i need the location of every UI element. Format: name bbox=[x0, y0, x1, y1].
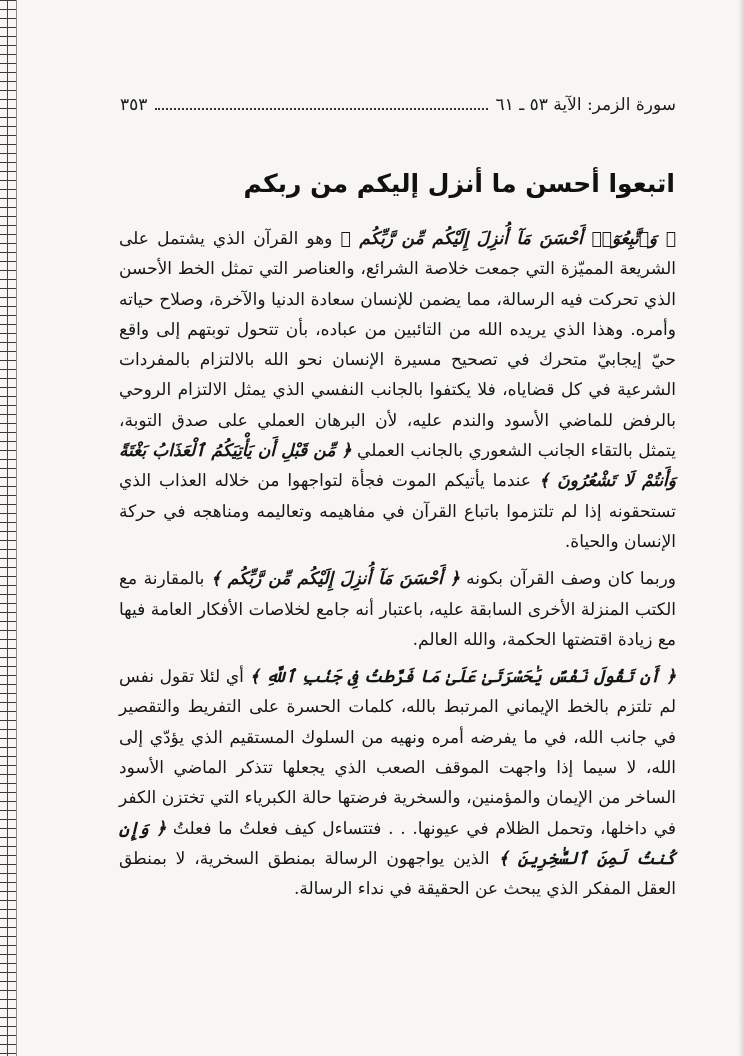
quran-quote: ﴿ وَإِن كُنتُ لَمِنَ ٱلسَّٰخِرِينَ ﴾ bbox=[119, 818, 677, 869]
paragraph-text: عندما يأتيكم الموت فجأة لتواجهوا من خلاله العذاب الذي تستحقونه إذا لم تلتزموا باتباع القرآن في مفاهيمه وتعاليمه ومناهجه في حركة الإنسان والحياة. bbox=[119, 471, 676, 552]
paragraph-text: أي لئلا تقول نفس لم تلتزم بالخط الإيماني المرتبط بالله، كلمات الحسرة على التفريط والتقصير في جانب الله، في ما يفرضه أمره ونهيه من السلوك المستقيم الذي يؤدّي إلى الله، لا سيما إذا واجهت الموقف الصعب الذي يجعلها تتذكر الماضي الأسود الساخر من الإيمان والمؤمنين، والسخرية فرضتها حالة الكبرياء التي تختزن الكفر في داخلها، وتحمل الظلام في عيونها. . . فتتساءل كيف فعلتُ ما فعلتُ bbox=[119, 667, 676, 839]
section-heading: اتبعوا أحسن ما أنزل إليكم من ربكم bbox=[243, 169, 675, 198]
paragraph-text: الذين يواجهون الرسالة بمنطق السخرية، لا بمنطق العقل المفكر الذي يبحث عن الحقيقة في نداء الرسالة. bbox=[119, 848, 676, 900]
running-head bbox=[120, 92, 676, 118]
spiral-binding-edge bbox=[0, 0, 17, 1056]
dot-leader bbox=[155, 108, 487, 110]
page-number: ٣٥٣ bbox=[120, 95, 148, 115]
paragraph bbox=[119, 564, 676, 655]
quran-quote: ﴿ أَن تَقُولَ نَفْسٌ يَٰحَسْرَتَىٰ عَلَىٰ مَا فَرَّطتُ فِى جَنۢبِ ٱللَّهِ ﴾ bbox=[249, 667, 676, 688]
running-head-title: سورة الزمر: الآية ٥٣ ـ ٦١ bbox=[495, 95, 676, 115]
quran-quote: ﴿ مِّن قَبْلِ أَن يَأْتِيَكُمُ ٱلْعَذَابُ بَغْتَةً وَأَنتُمْ لَا تَشْعُرُونَ ﴾ bbox=[119, 441, 676, 492]
paragraph bbox=[119, 224, 676, 557]
page-edge-shadow bbox=[738, 0, 744, 1056]
paragraph-text: وهو القرآن الذي يشتمل على الشريعة المميّزة التي جمعت خلاصة الشرائع، والعناصر التي تمثل الخط الأحسن الذي تحركت فيه الرسالة، مما يضمن للإنسان سعادة الدنيا والآخرة، وصلاح حياته وأمره. وهذا الذي يريده الله من التائبين من عباده، بأن تتحول توبتهم إلى واقع حيّ إيجابيّ متحرك في تصحيح مسيرة الإنسان نحو الله بالالتزام بالمفردات الشرعية في كل قضاياه، فلا يكتفوا بالجانب النفسي الذي يمثل الالتزام الروحي بالرفض للماضي الأسود والندم عليه، لأن البرهان العملي على صدق التوبة، يتمثل بالتقاء الجانب الشعوري بالجانب العملي bbox=[119, 229, 676, 462]
quran-quote: ﴿ وَٱتَّبِعُوٓا۟ أَحْسَنَ مَآ أُنزِلَ إِلَيْكُم مِّن رَّبِّكُم ﴾ bbox=[340, 229, 676, 249]
body-text bbox=[119, 224, 676, 905]
paragraph-text: بالمقارنة مع الكتب المنزلة الأخرى السابقة عليه، باعتبار أنه جامع لخلاصات الأفكار العامة فيها مع زيادة اقتضتها الحكمة، والله العالم. bbox=[119, 569, 676, 650]
paragraph-text: وربما كان وصف القرآن بكونه bbox=[459, 569, 676, 590]
quran-quote: ﴿ أَحْسَنَ مَآ أُنزِلَ إِلَيْكُم مِّن رَّبِّكُم ﴾ bbox=[210, 569, 460, 590]
paragraph bbox=[119, 662, 676, 904]
